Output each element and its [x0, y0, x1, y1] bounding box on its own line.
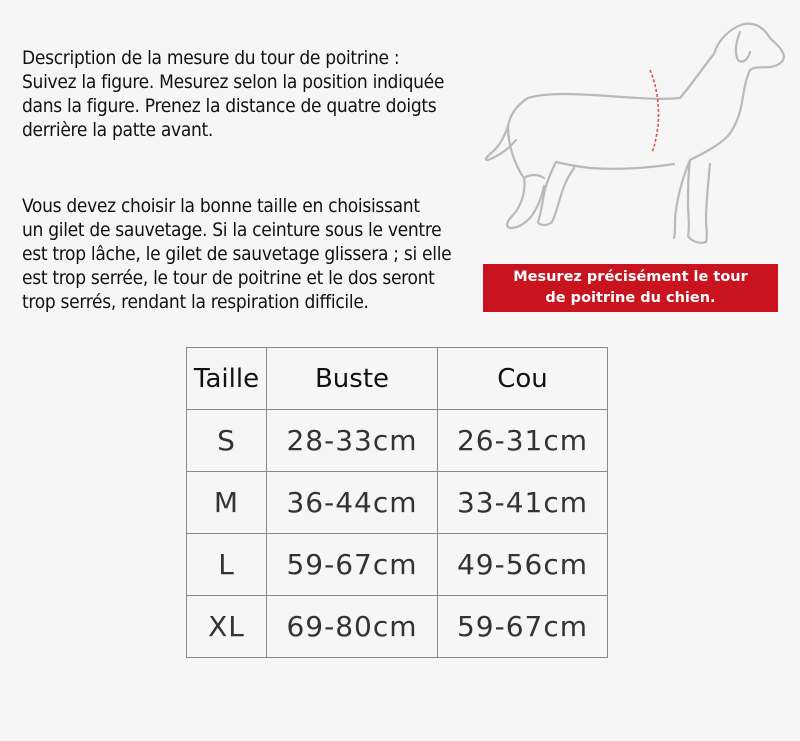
measurement-tip-banner: Mesurez précisément le tour de poitrine du chien.	[483, 264, 778, 312]
size-cell: L	[187, 534, 267, 596]
size-chart-table	[186, 347, 608, 658]
table-row	[187, 472, 608, 534]
neck-column-header: Cou	[438, 348, 608, 410]
size-cell: S	[187, 410, 267, 472]
table-row	[187, 534, 608, 596]
neck-cell: 26-31cm	[438, 410, 608, 472]
bust-cell: 36-44cm	[267, 472, 438, 534]
bust-cell: 69-80cm	[267, 596, 438, 658]
bust-cell: 28-33cm	[267, 410, 438, 472]
bust-column-header: Buste	[267, 348, 438, 410]
size-column-header: Taille	[187, 348, 267, 410]
dog-outline-icon	[478, 14, 790, 254]
neck-cell: 59-67cm	[438, 596, 608, 658]
size-cell: M	[187, 472, 267, 534]
neck-cell: 33-41cm	[438, 472, 608, 534]
table-header-row	[187, 348, 608, 410]
bust-cell: 59-67cm	[267, 534, 438, 596]
table-row	[187, 410, 608, 472]
chest-measurement-description: Description de la mesure du tour de poitrine : Suivez la figure. Mesurez selon la position indiquée dans la figure. Prenez la distance de quatre doigts derrière la patte avant.	[22, 47, 445, 141]
size-cell: XL	[187, 596, 267, 658]
neck-cell: 49-56cm	[438, 534, 608, 596]
size-choice-advice: Vous devez choisir la bonne taille en choisissant un gilet de sauvetage. Si la ceinture sous le ventre est trop lâche, le gilet de sauvetage glissera ; si elle est trop serrée, le tour de poitrine et le dos seront trop serrés, rendant la respiration difficile.	[22, 195, 452, 313]
table-row	[187, 596, 608, 658]
